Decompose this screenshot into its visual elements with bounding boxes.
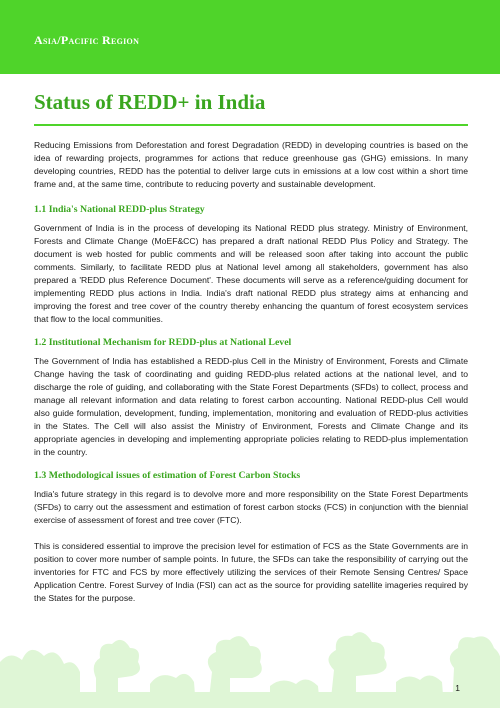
section-paragraph: This is considered essential to improve the precision level for estimation of FCS as the State Governments are in position to cover more number of sample points. In future, the SFDs can take the responsibility of carrying out the inventories for FTC and FCS by more effectively utilizing the services of their Remote Sensing Centres/ Space Application Centre. Forest Survey of India (FSI) can act as the source for providing satellite imageries required by the States for the purpose. (34, 541, 468, 603)
section-institutional-mechanism (34, 337, 468, 459)
forest-silhouette-decoration (0, 612, 500, 708)
document-body (34, 139, 468, 616)
section-heading: 1.3 Methodological issues of estimation of Forest Carbon Stocks (34, 470, 301, 481)
section-methodological-issues (34, 470, 468, 605)
section-national-strategy (34, 204, 468, 326)
page-title: Status of REDD+ in India (34, 90, 266, 114)
title-underline (34, 124, 468, 126)
region-label: Asia/Pacific Region (34, 33, 140, 47)
header-band (0, 0, 500, 74)
section-paragraph: Government of India is in the process of developing its National REDD plus strategy. Ministry of Environment, Forests and Climate Change (MoEF&CC) has prepared a draft national REDD Plus Policy and Strategy. The document is web hosted for public comments and will be released soon after taking into account the public comments. Similarly, to facilitate REDD plus at National level among all stakeholders, government has also prepared a 'REDD plus Reference Document'. These documents will serve as a reference/guiding document for implementing REDD plus actions in India. India's draft national REDD plus strategy aims at enhancing and improving the forest and tree cover of the country thereby enhancing the quantum of forest ecosystem services that flow to the local communities. (34, 223, 468, 324)
intro-paragraph: Reducing Emissions from Deforestation and forest Degradation (REDD) in developing countries is based on the idea of rewarding projects, programmes for actions that reduce greenhouse gas (GHG) emissions. In many developing countries, REDD has the potential to deliver large cuts in emissions at a low cost within a short time frame and, at the same time, contribute to reducing poverty and sustainable development. (34, 140, 468, 189)
page-number: 1 (455, 683, 460, 693)
section-paragraph: India's future strategy in this regard is to devolve more and more responsibility on the State Forest Departments (SFDs) to carry out the assessment and estimation of forest carbon stocks (FCS) in conjunction with the biennial exercise of assessment of forest and tree cover (FTC). (34, 489, 468, 525)
section-heading: 1.2 Institutional Mechanism for REDD-plus at National Level (34, 337, 292, 348)
section-paragraph: The Government of India has established a REDD-plus Cell in the Ministry of Environment, Forests and Climate Change having the task of coordinating and guiding REDD-plus related actions at the national level, and to discharge the role of guiding, and collaborating with the State Forest Departments (SFDs) to collect, process and manage all relevant information and data relating to forest carbon accounting. National REDD-plus Cell would also guide formulation, development, funding, implementation, monitoring and evaluation of REDD-plus activities in the States. The Cell will also assist the Ministry of Environment, Forests and Climate Change and its appropriate agencies in developing and implementing appropriate policies relating to REDD-plus implementation in the country. (34, 356, 468, 457)
section-heading: 1.1 India's National REDD-plus Strategy (34, 204, 205, 215)
